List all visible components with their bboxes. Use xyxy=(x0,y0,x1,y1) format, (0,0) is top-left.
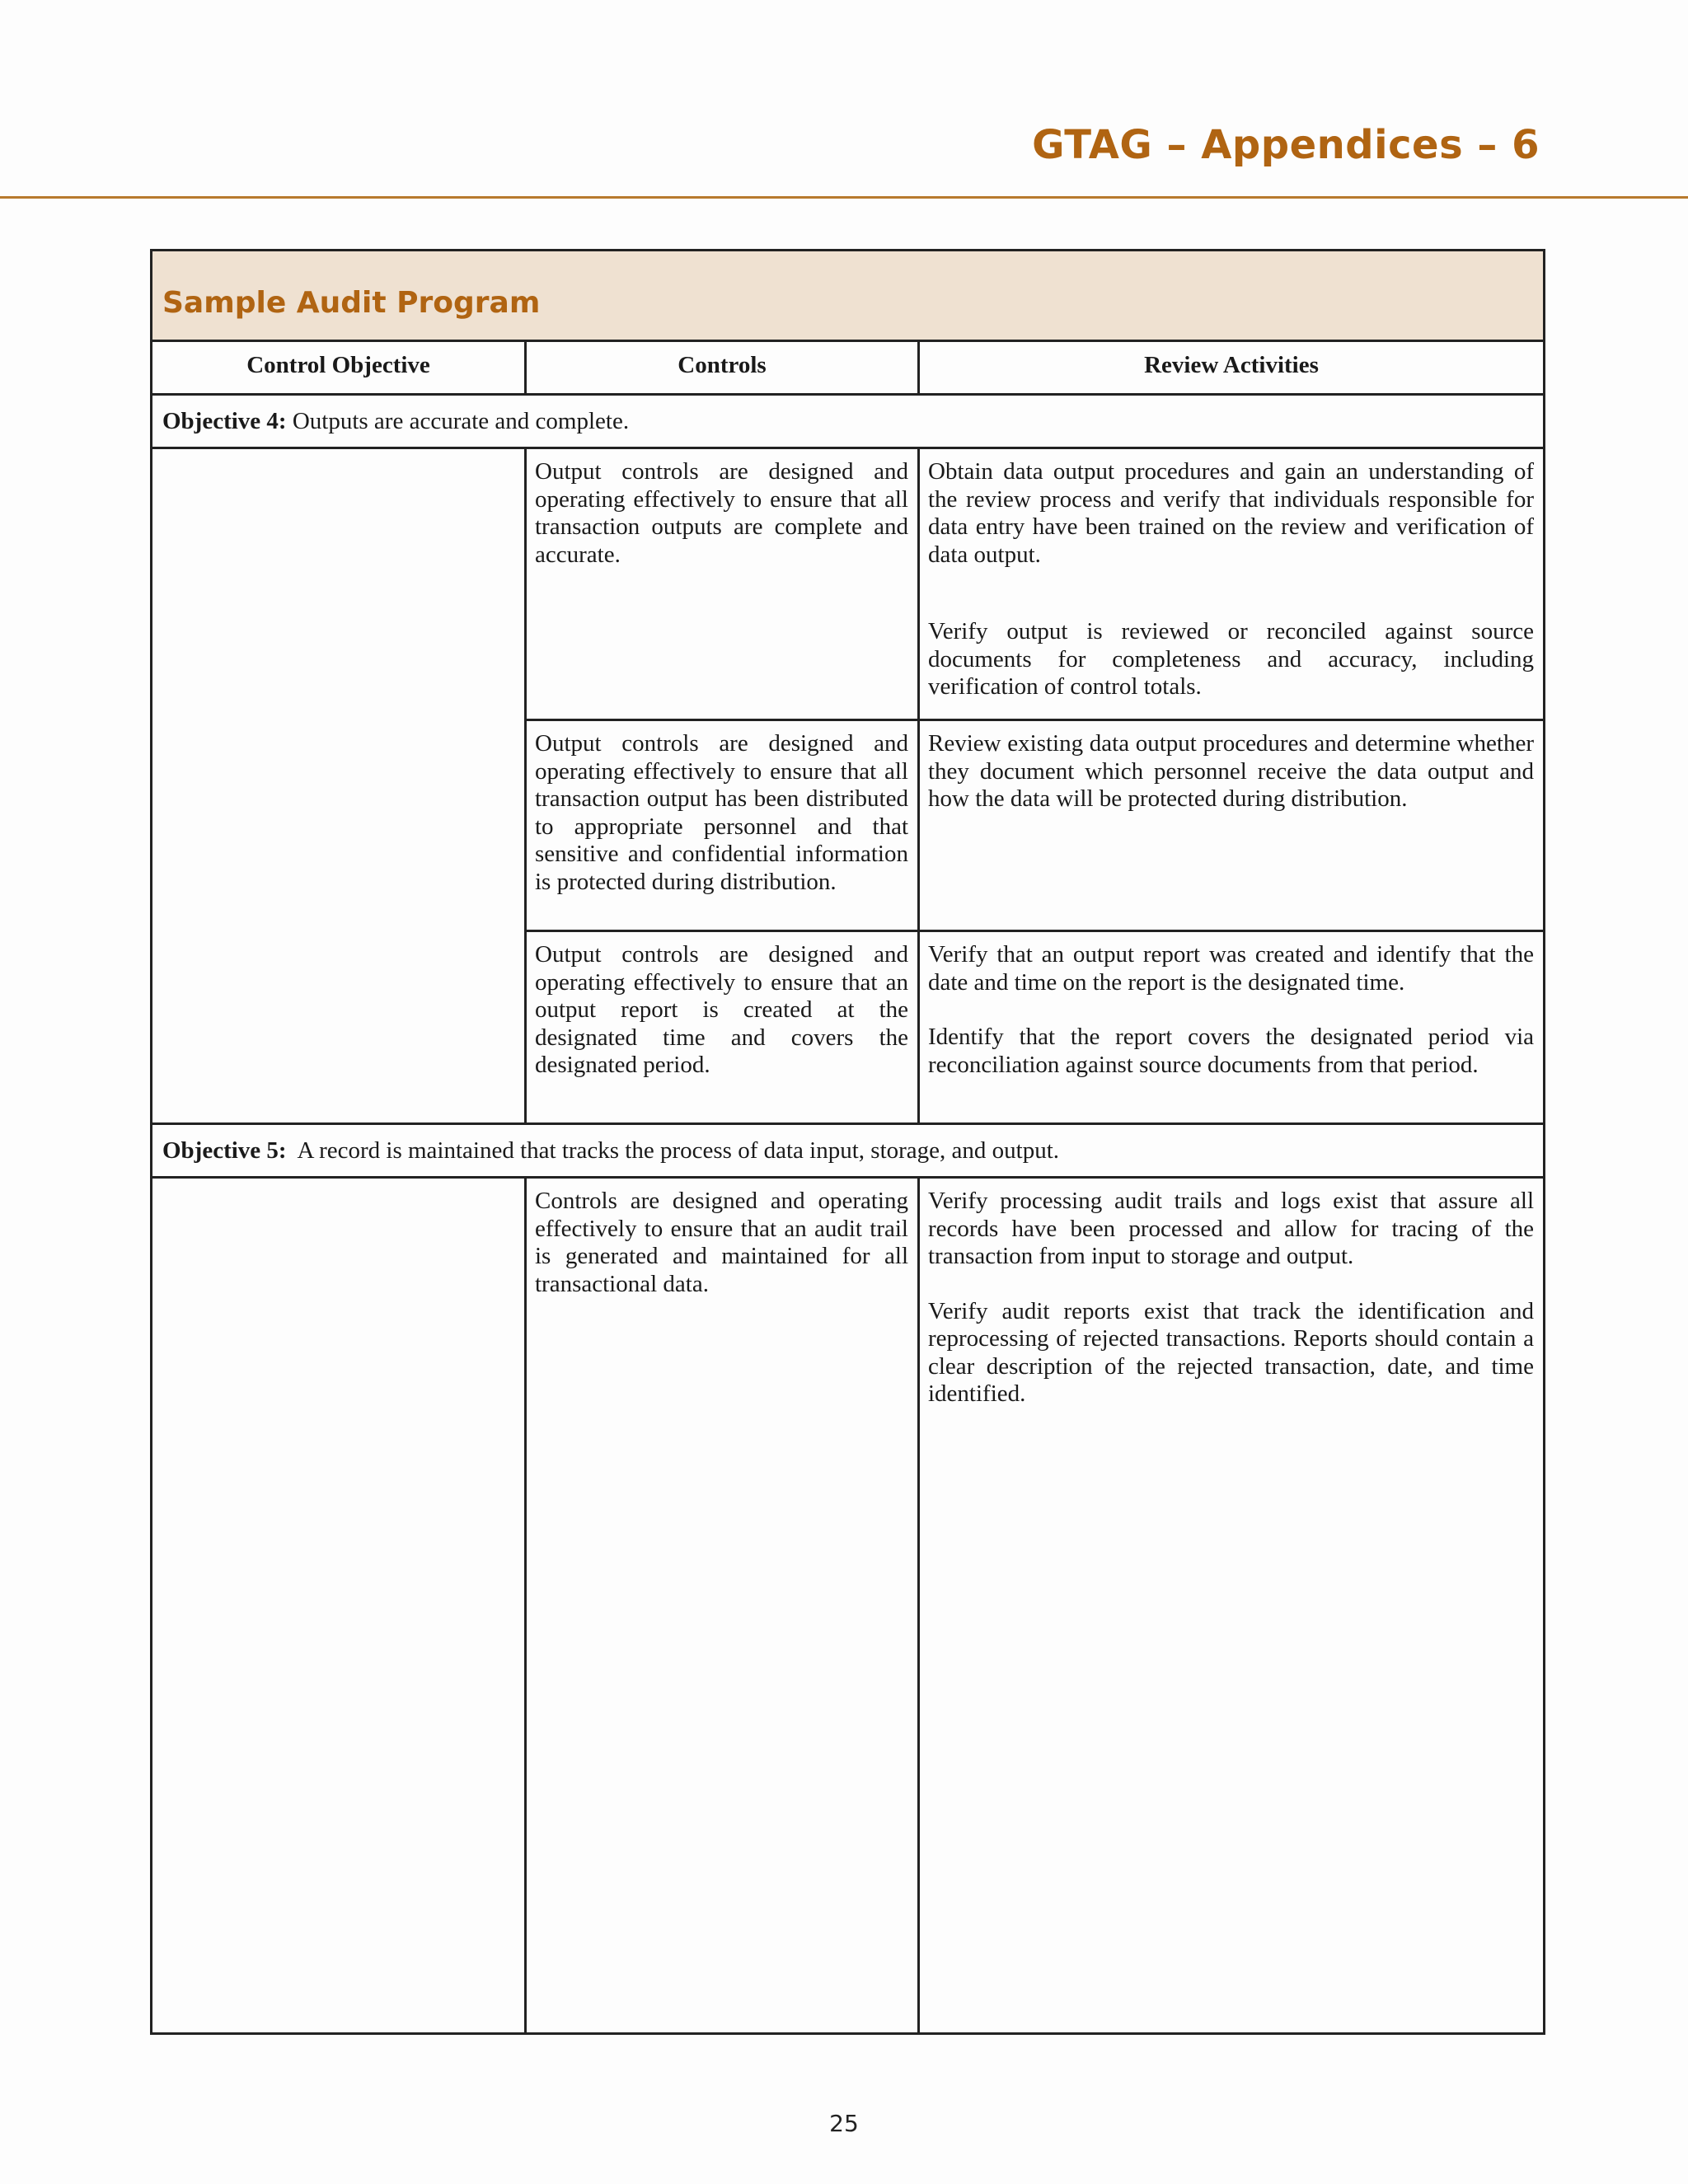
review-activity-text: Obtain data output procedures and gain an understanding of the review process and verify that individuals responsible for data entry have been trained on the review and verification of data output. xyxy=(928,458,1534,568)
column-header-controls: Controls xyxy=(678,352,767,378)
column-header-row xyxy=(152,342,1543,396)
row-divider xyxy=(524,930,1543,932)
review-activity-text: Verify processing audit trails and logs exist that assure all records have been processed and allow for tracing of the transaction from input to storage and output. xyxy=(928,1188,1534,1269)
objective-5-text: A record is maintained that tracks the process of data input, storage, and output. xyxy=(286,1137,1060,1164)
control-cell xyxy=(535,458,908,569)
table-title: Sample Audit Program xyxy=(162,286,541,320)
column-divider xyxy=(524,342,527,396)
control-text: Controls are designed and operating effectively to ensure that an audit trail is generated and maintained for all transactional data. xyxy=(535,1188,908,1297)
page-header-title: GTAG – Appendices – 6 xyxy=(1032,122,1540,168)
column-divider xyxy=(524,449,527,1125)
column-header-review-activities: Review Activities xyxy=(1144,352,1319,378)
control-text: Output controls are designed and operating effectively to ensure that an output report is created at the designated time and covers the designated period. xyxy=(535,941,908,1078)
control-cell xyxy=(535,1188,908,1298)
review-activity-text: Verify output is reviewed or reconciled against source documents for completeness and accuracy, including verification of control totals. xyxy=(928,618,1534,700)
objective-4-text: Outputs are accurate and complete. xyxy=(286,408,630,434)
column-divider xyxy=(917,449,920,1125)
column-divider xyxy=(917,1179,920,2032)
column-divider xyxy=(524,1179,527,2032)
objective-4-row xyxy=(152,396,1543,449)
review-activities-cell xyxy=(928,1188,1534,1408)
objective-4-label: Objective 4: xyxy=(162,408,287,434)
review-activities-cell xyxy=(928,941,1534,1079)
objective-5-row xyxy=(152,1125,1543,1179)
review-activity-text: Review existing data output procedures and determine whether they document which personnel receive the data output and how the data will be protected during distribution. xyxy=(928,730,1534,812)
audit-program-table xyxy=(150,249,1545,2035)
control-text: Output controls are designed and operating effectively to ensure that all transaction outputs are complete and accurate. xyxy=(535,458,908,568)
table-title-band xyxy=(152,251,1543,342)
control-cell xyxy=(535,941,908,1080)
review-activities-cell xyxy=(928,458,1534,701)
review-activity-text: Verify audit reports exist that track the identification and reprocessing of rejected transactions. Reports should contain a clear description of the rejected transaction, date, and time identified. xyxy=(928,1297,1534,1407)
row-divider xyxy=(524,719,1543,721)
column-divider xyxy=(917,342,920,396)
review-activities-cell xyxy=(928,730,1534,813)
column-header-control-objective: Control Objective xyxy=(246,352,430,378)
control-cell xyxy=(535,730,908,896)
header-divider xyxy=(0,196,1688,199)
control-text: Output controls are designed and operating effectively to ensure that all transaction output has been distributed to appropriate personnel and that sensitive and confidential information is protected during distribution. xyxy=(535,730,908,895)
review-activity-text: Identify that the report covers the designated period via reconciliation against source documents from that period. xyxy=(928,1024,1534,1078)
objective-5-label: Objective 5: xyxy=(162,1137,287,1164)
review-activity-text: Verify that an output report was created and identify that the date and time on the report is the designated time. xyxy=(928,941,1534,996)
page-number: 25 xyxy=(829,2110,859,2137)
